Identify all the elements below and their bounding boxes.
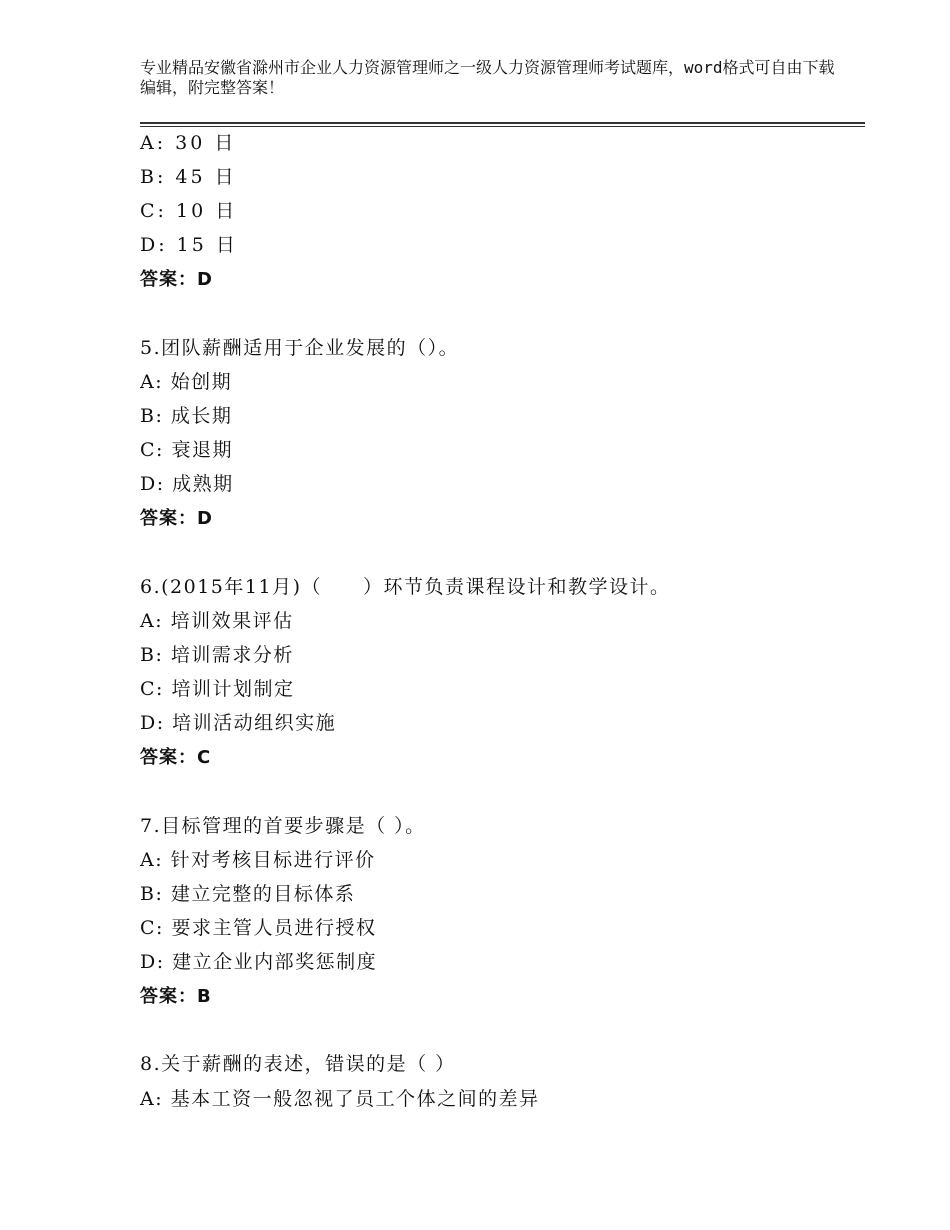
q5-answer: 答案：D	[140, 508, 213, 529]
q7-option-b: B: 建立完整的目标体系	[140, 883, 356, 905]
q7-option-c: C: 要求主管人员进行授权	[140, 917, 377, 939]
q7-stem: 7.目标管理的首要步骤是（ ）。	[140, 815, 426, 837]
q5-option-c: C: 衰退期	[140, 439, 233, 461]
q6-option-a: A: 培训效果评估	[140, 610, 294, 632]
q7-option-a: A: 针对考核目标进行评价	[140, 849, 376, 871]
q6-option-c: C: 培训计划制定	[140, 678, 295, 700]
q6-option-d: D: 培训活动组织实施	[140, 712, 337, 734]
q7-answer: 答案：B	[140, 986, 212, 1007]
q4-option-c: C: 10 日	[140, 200, 238, 222]
q6-answer: 答案：C	[140, 747, 212, 768]
q5-option-d: D: 成熟期	[140, 473, 234, 495]
q8-option-a: A: 基本工资一般忽视了员工个体之间的差异	[140, 1088, 540, 1110]
q4-option-d: D: 15 日	[140, 234, 238, 256]
q5-option-a: A: 始创期	[140, 371, 233, 393]
q5-stem: 5.团队薪酬适用于企业发展的（）。	[140, 337, 460, 359]
q7-option-d: D: 建立企业内部奖惩制度	[140, 951, 378, 973]
q4-option-a: A: 30 日	[140, 132, 237, 154]
document-header: 专业精品安徽省滁州市企业人力资源管理师之一级人力资源管理师考试题库，word格式可自由下载编辑，附完整答案！	[140, 58, 835, 97]
q5-option-b: B: 成长期	[140, 405, 233, 427]
q8-stem: 8.关于薪酬的表述，错误的是（ ）	[140, 1053, 456, 1075]
q4-option-b: B: 45 日	[140, 166, 237, 188]
header-divider	[140, 122, 865, 124]
q6-option-b: B: 培训需求分析	[140, 644, 294, 666]
q4-answer: 答案：D	[140, 269, 213, 290]
header-divider-thin	[140, 126, 865, 127]
q6-stem: 6.(2015年11月)（ ）环节负责课程设计和教学设计。	[140, 576, 671, 598]
